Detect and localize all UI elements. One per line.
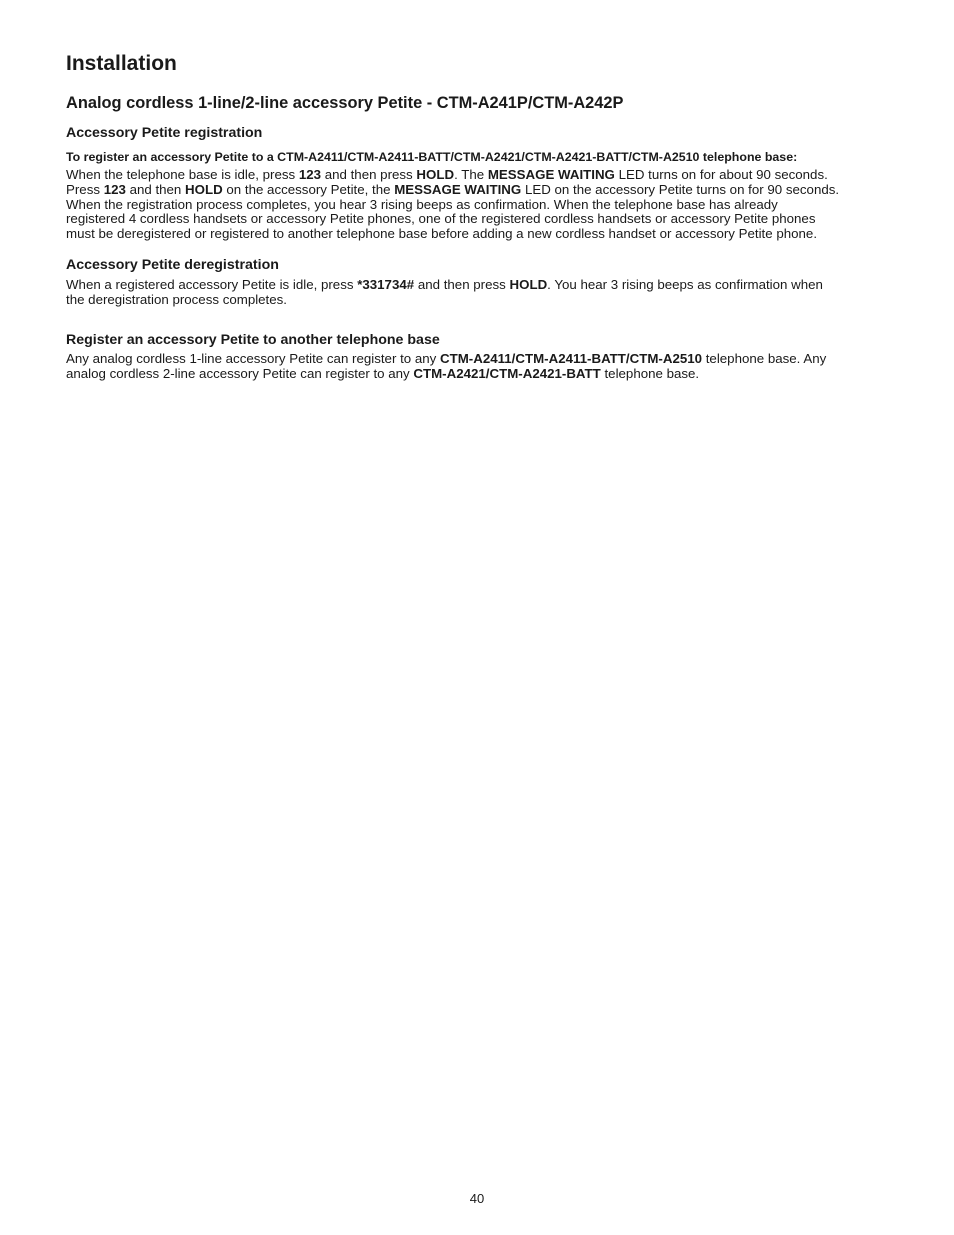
text-line <box>66 198 896 213</box>
text-run: the deregistration process completes. <box>66 291 287 307</box>
bold-text-run: CTM-A2411/CTM-A2411-BATT/CTM-A2510 <box>439 351 703 366</box>
text-run: . You hear 3 rising beeps as confirmation when <box>547 277 823 292</box>
registration-lead: To register an accessory Petite to a CTM-A2411/CTM-A2411-BATT/CTM-A2421/CTM-A2421-BATT/CTM-A2510 telephone base: <box>66 150 798 164</box>
text-run: When the registration process completes, you hear 3 rising beeps as confirmation. When the telephone base has already <box>66 196 778 212</box>
text-line <box>66 278 896 293</box>
text-run: telephone base. Any <box>702 351 827 366</box>
register-another-paragraph <box>66 352 896 382</box>
bold-text-run: HOLD <box>416 167 455 182</box>
bold-text-run: 123 <box>103 181 126 197</box>
bold-text-run: 123 <box>298 167 322 182</box>
text-line <box>66 227 896 242</box>
text-run: and then press <box>414 277 510 292</box>
text-line <box>66 183 896 198</box>
text-run: and then <box>125 181 186 197</box>
text-run: registered 4 cordless handsets or accessory Petite phones, one of the registered cordless handsets or accessory Petite phones <box>66 211 816 227</box>
text-line <box>66 352 896 367</box>
text-line <box>66 168 896 183</box>
text-run: When the telephone base is idle, press <box>66 167 299 182</box>
text-run: on the accessory Petite, the <box>222 181 395 197</box>
section-title: Analog cordless 1-line/2-line accessory Petite - CTM-A241P/CTM-A242P <box>66 94 624 112</box>
bold-text-run: *331734# <box>357 277 415 292</box>
text-run: telephone base. <box>600 365 700 381</box>
text-run: When a registered accessory Petite is idle, press <box>66 277 358 292</box>
text-line <box>66 212 896 227</box>
register-another-heading: Register an accessory Petite to another telephone base <box>66 332 440 348</box>
bold-text-run: MESSAGE WAITING <box>394 181 522 197</box>
text-run: must be deregistered or registered to another telephone base before adding a new cordless handset or accessory Petite phone. <box>66 226 818 242</box>
bold-text-run: CTM-A2421/CTM-A2421-BATT <box>413 365 601 381</box>
text-run: . The <box>454 167 488 182</box>
deregistration-paragraph <box>66 278 896 308</box>
bold-text-run: HOLD <box>509 277 548 292</box>
page-number: 40 <box>469 1191 485 1206</box>
text-run: LED turns on for about 90 seconds. <box>614 167 828 182</box>
text-line <box>66 367 896 382</box>
text-run: Press <box>66 181 104 197</box>
text-run: Any analog cordless 1-line accessory Petite can register to any <box>66 351 440 366</box>
text-line <box>66 293 896 308</box>
text-run: and then press <box>321 167 417 182</box>
page-title: Installation <box>66 52 177 75</box>
registration-paragraph <box>66 168 896 242</box>
text-run: analog cordless 2-line accessory Petite can register to any <box>66 365 414 381</box>
bold-text-run: MESSAGE WAITING <box>487 167 615 182</box>
text-run: LED on the accessory Petite turns on for 90 seconds. <box>521 181 840 197</box>
deregistration-heading: Accessory Petite deregistration <box>66 257 279 273</box>
bold-text-run: HOLD <box>185 181 223 197</box>
registration-heading: Accessory Petite registration <box>66 125 263 141</box>
